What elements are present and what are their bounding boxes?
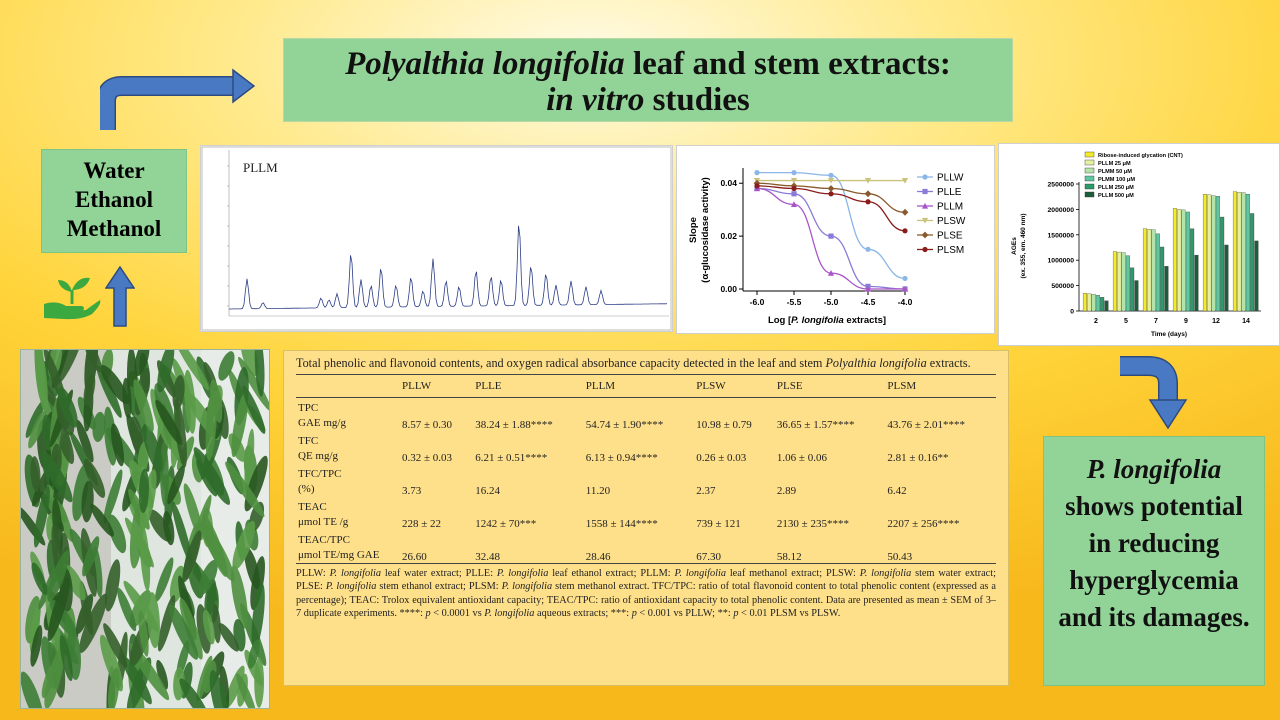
ages-legend-swatch — [1085, 160, 1094, 165]
title-line-1 — [284, 46, 1012, 82]
table-cell: 11.20 — [585, 485, 611, 497]
table-cell: 1.06 ± 0.06 — [776, 452, 827, 464]
ages-bar — [1087, 294, 1091, 311]
table-header-cell: PLLW — [400, 375, 473, 398]
ages-bar — [1100, 297, 1104, 311]
table-header-cell: PLSE — [775, 375, 886, 398]
table-cell: 2.37 — [696, 485, 716, 497]
conclusion-line: shows potential — [1065, 491, 1243, 521]
table-cell: 2.81 ± 0.16** — [887, 452, 949, 464]
dose-data-point — [791, 170, 796, 175]
plant-leaves-image — [21, 350, 270, 709]
table-row-label: TPC GAE mg/g — [298, 402, 346, 429]
ages-y-tick-label: 0 — [1070, 308, 1074, 316]
ages-bar — [1246, 194, 1250, 311]
solvent-ethanol: Ethanol — [75, 187, 153, 212]
table-cell: 10.98 ± 0.79 — [696, 419, 752, 431]
ages-legend-label: PLMM 50 μM — [1098, 169, 1132, 175]
table-row — [296, 431, 996, 464]
ages-bar — [1160, 247, 1164, 311]
dose-x-tick-label: -4.5 — [860, 297, 876, 307]
table-cell: 1558 ± 144**** — [585, 518, 658, 530]
dose-data-point — [754, 170, 759, 175]
table-cell: 0.26 ± 0.03 — [696, 452, 747, 464]
dose-data-point — [828, 173, 833, 178]
ages-bar — [1083, 293, 1087, 311]
ages-legend-swatch — [1085, 152, 1094, 157]
ages-legend-swatch — [1085, 168, 1094, 173]
table-cell: 228 ± 22 — [402, 518, 442, 530]
ages-bar — [1225, 245, 1229, 311]
plant-photo — [20, 349, 270, 709]
table-row — [296, 398, 996, 432]
ages-bar — [1152, 230, 1156, 311]
table-header-row — [296, 375, 996, 398]
dose-legend-label: PLLW — [937, 172, 964, 184]
dose-legend-label: PLSW — [937, 216, 966, 227]
ages-legend-swatch — [1085, 192, 1094, 197]
table-cell: 28.46 — [584, 530, 695, 564]
dose-ylabel-line1: Slope — [688, 217, 699, 243]
table-row — [296, 530, 996, 564]
ages-x-tick-label: 9 — [1184, 318, 1188, 325]
title-box — [283, 38, 1013, 122]
up-arrow-icon — [105, 266, 135, 328]
dose-data-point — [902, 209, 909, 216]
table-cell: 50.43 — [885, 530, 996, 564]
ages-bar — [1233, 192, 1237, 311]
ages-legend-swatch — [1085, 184, 1094, 189]
solvents-box — [41, 149, 187, 253]
ages-bar — [1255, 241, 1259, 311]
dose-legend-marker — [922, 247, 927, 252]
ages-x-tick-label: 5 — [1124, 318, 1128, 325]
ages-y-tick-label: 1000000 — [1047, 257, 1074, 265]
ages-bar — [1130, 268, 1134, 311]
table-cell: 43.76 ± 2.01**** — [887, 419, 965, 431]
curved-arrow-down-icon — [1118, 356, 1190, 432]
ages-xlabel: Time (days) — [1150, 331, 1188, 338]
dose-xlabel: Log [P. longifolia extracts] — [767, 315, 887, 326]
plant-in-hand-icon — [42, 274, 102, 320]
dose-x-tick-label: -5.0 — [823, 297, 839, 307]
ages-x-tick-label: 2 — [1094, 318, 1098, 325]
dose-data-point — [865, 247, 870, 252]
dose-y-tick-label: 0.04 — [720, 178, 737, 189]
dose-data-point — [828, 191, 833, 196]
dose-data-point — [828, 234, 833, 239]
conclusion-line: and its damages. — [1058, 602, 1250, 632]
table-header-cell: PLSM — [885, 375, 996, 398]
table-row-label: TEAC/TPC μmol TE/mg GAE — [296, 530, 400, 564]
table-header-cell: PLLM — [584, 375, 695, 398]
results-table — [296, 374, 996, 564]
table-cell: 2.89 — [776, 485, 797, 497]
ages-legend-label: PLLM 500 μM — [1098, 193, 1134, 199]
dose-legend-label: PLSM — [937, 245, 965, 256]
title-studies: studies — [644, 82, 750, 118]
ages-bar — [1147, 229, 1151, 311]
ages-x-tick-label: 12 — [1212, 318, 1220, 325]
table-row-label: TFC QE mg/g — [298, 435, 339, 462]
ages-bar — [1122, 253, 1126, 311]
dose-y-tick-label: 0.02 — [720, 231, 737, 242]
table-header-cell — [296, 375, 400, 398]
solvent-water: Water — [83, 158, 145, 183]
table-cell: 38.24 ± 1.88**** — [475, 419, 553, 431]
ages-bar — [1173, 208, 1177, 311]
conclusion-line: in reducing — [1088, 528, 1220, 558]
dose-y-tick-label: 0.00 — [720, 284, 737, 294]
table-cell: 32.48 — [473, 530, 584, 564]
ages-bar — [1207, 195, 1211, 311]
ages-bar — [1186, 212, 1190, 311]
curved-arrow-right-icon — [100, 68, 260, 132]
ages-bar — [1182, 210, 1186, 311]
dose-legend-marker — [922, 189, 927, 194]
dose-data-point — [902, 276, 907, 281]
ages-bar — [1096, 295, 1100, 311]
ages-ylabel-line1: AGEs — [1011, 237, 1018, 255]
conclusion-box — [1043, 436, 1265, 686]
dose-data-point — [791, 186, 796, 191]
table-cell: 2207 ± 256**** — [887, 518, 960, 530]
ages-legend-swatch — [1085, 176, 1094, 181]
dose-ylabel-line2: (α-glucosidase activity) — [700, 177, 711, 283]
dose-legend-marker — [922, 174, 927, 179]
ages-y-tick-label: 2500000 — [1047, 181, 1074, 189]
dose-data-point — [754, 183, 759, 188]
ages-ylabel-line2: (ex. 355, em. 460 nm) — [1020, 213, 1027, 279]
ages-y-tick-label: 500000 — [1051, 283, 1074, 291]
ages-bar — [1212, 196, 1216, 311]
ages-legend-label: PLLM 250 μM — [1098, 185, 1134, 191]
dose-response-chart — [677, 146, 994, 333]
ages-bar — [1190, 229, 1194, 311]
dose-data-point — [865, 199, 870, 204]
ages-bar — [1113, 252, 1117, 311]
table-cell: 6.42 — [887, 485, 907, 497]
chromatogram-label: PLLM — [243, 160, 278, 175]
dose-data-point — [791, 191, 796, 196]
table-cell: 54.74 ± 1.90**** — [585, 419, 664, 431]
ages-bar-chart — [999, 144, 1279, 345]
table-cell: 58.12 — [775, 530, 886, 564]
ages-bar — [1220, 217, 1224, 311]
ages-y-tick-label: 1500000 — [1047, 232, 1074, 240]
ages-x-tick-label: 7 — [1154, 318, 1158, 325]
ages-bar — [1156, 234, 1160, 311]
ages-x-tick-label: 14 — [1242, 318, 1250, 325]
dose-legend-label: PLLM — [937, 201, 964, 213]
table-row-label: TFC/TPC (%) — [298, 468, 342, 495]
table-row — [296, 497, 996, 530]
table-caption: Total phenolic and flavonoid contents, and oxygen radical absorbance capacity detected in the leaf and stem Polyalthia longifolia extracts. — [296, 356, 971, 370]
ages-bar — [1195, 255, 1199, 311]
ages-bar — [1117, 252, 1121, 311]
ages-bar — [1143, 229, 1147, 311]
ages-bar — [1242, 193, 1246, 311]
table-footnote: PLLW: P. longifolia leaf water extract; PLLE: P. longifolia leaf ethanol extract; PLLM: P. longifolia leaf methanol extract; PLSW: P. longifolia stem water extract; PLSE: P. longifolia stem ethanol extract; PLSM: P. longifolia stem methanol extract. TFC/TPC: ratio of total flavonoid content to total phenolic content (expressed as a percentage); TEAC: Trolox equivalent antioxidant capacity; TEAC/TPC: ratio of antioxidant capacity to total phenolic content. Data are presented as mean ± SEM of 3–7 duplicate experiments. ****: p < 0.0001 vs P. longifolia aqueous extracts; ***: p < 0.001 vs PLLW; **: p < 0.01 PLSM vs PLSW. — [296, 568, 996, 620]
dose-legend-marker — [922, 232, 929, 239]
ages-legend-label: PLMM 100 μM — [1098, 177, 1135, 183]
table-cell: 36.65 ± 1.57**** — [776, 419, 855, 431]
title-invitro: in vitro — [546, 82, 645, 118]
table-cell: 67.30 — [694, 530, 775, 564]
table-cell: 16.24 — [475, 485, 500, 497]
table-cell: 1242 ± 70*** — [475, 518, 537, 530]
ages-legend-label: Ribose-induced glycation (CNT) — [1098, 153, 1183, 159]
dose-legend-label: PLLE — [937, 187, 962, 198]
dose-response-panel — [676, 145, 995, 334]
table-cell: 0.32 ± 0.03 — [402, 452, 453, 464]
ages-panel — [998, 143, 1280, 346]
dose-legend-label: PLSE — [937, 230, 963, 242]
table-cell: 8.57 ± 0.30 — [402, 419, 453, 431]
table-row — [296, 464, 996, 497]
table-cell: 3.73 — [402, 485, 422, 497]
solvent-methanol: Methanol — [66, 216, 162, 241]
ages-bar — [1092, 294, 1096, 311]
ages-bar — [1250, 213, 1254, 311]
table-cell: 6.13 ± 0.94**** — [585, 452, 658, 464]
conclusion-species: P. longifolia — [1086, 454, 1222, 484]
table-cell: 2130 ± 235**** — [776, 518, 849, 530]
dose-data-point — [828, 185, 835, 192]
table-row-label: TEAC μmol TE /g — [298, 501, 349, 528]
ages-bar — [1135, 281, 1139, 311]
dose-data-point — [865, 190, 872, 197]
results-table-box — [283, 350, 1009, 686]
ages-bar — [1105, 301, 1109, 311]
title-species: Polyalthia longifolia — [345, 46, 625, 82]
ages-bar — [1165, 266, 1169, 311]
table-cell: 739 ± 121 — [696, 518, 741, 530]
dose-x-tick-label: -4.0 — [897, 297, 913, 307]
table-header-cell: PLLE — [473, 375, 584, 398]
title-rest: leaf and stem extracts: — [624, 46, 951, 82]
dose-data-point — [902, 228, 907, 233]
chromatogram-panel — [200, 145, 673, 332]
title-line-2 — [284, 82, 1012, 118]
ages-bar — [1177, 209, 1181, 311]
ages-bar — [1216, 196, 1220, 311]
conclusion-line: hyperglycemia — [1069, 565, 1239, 595]
ages-bar — [1203, 194, 1207, 311]
ages-bar — [1237, 192, 1241, 311]
ages-y-tick-label: 2000000 — [1047, 206, 1074, 214]
table-cell: 6.21 ± 0.51**** — [475, 452, 548, 464]
table-cell: 26.60 — [400, 530, 473, 564]
table-header-cell: PLSW — [694, 375, 775, 398]
dose-x-tick-label: -6.0 — [749, 297, 765, 307]
ages-bar — [1126, 256, 1130, 311]
dose-x-tick-label: -5.5 — [786, 297, 802, 307]
ages-legend-label: PLLM 25 μM — [1098, 161, 1131, 167]
